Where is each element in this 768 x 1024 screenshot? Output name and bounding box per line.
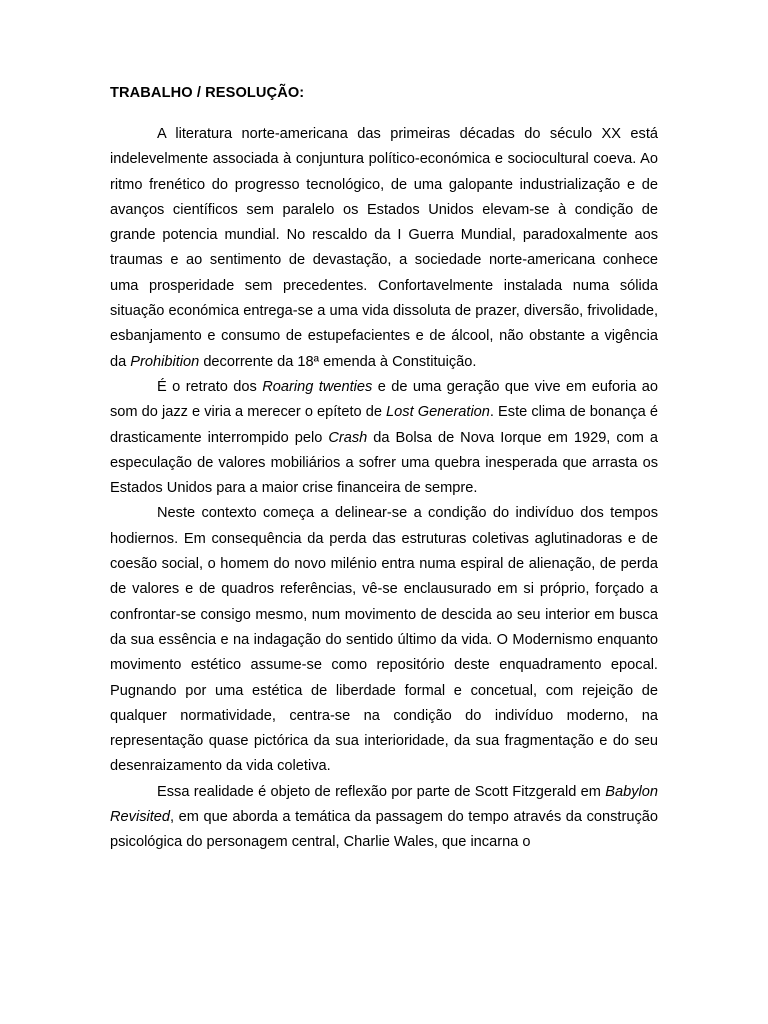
document-heading: TRABALHO / RESOLUÇÃO: [110,85,305,101]
paragraph-1-run: A literatura norte-americana das primeiras décadas do século XX está indelevelmente associada à conjuntura político-económica e sociocultural coeva. Ao ritmo frenético do progresso tecnológico, de uma galopante industrialização e de avanços científicos sem paralelo os Estados Unidos elevam-se à condição de grande potencia mundial. No rescaldo da I Guerra Mundial, paradoxalmente aos traumas e ao sentimento de devastação, a sociedade norte-americana conhece uma prosperidade sem precedentes. Confortavelmente instalada numa sólida situação económica entrega-se a uma vida dissoluta de prazer, diversão, frivolidade, esbanjamento e consumo de estupefacientes e de álcool, não obstante a vigência da [110,126,658,370]
paragraph-2-run: da Bolsa de Nova Iorque em 1929, com a especulação de valores mobiliários a sofrer uma quebra inesperada que arrasta os Estados Unidos para a maior crise financeira de sempre. [110,429,659,497]
paragraph-1-italic-run: Prohibition [130,353,200,370]
paragraph-4-italic-run: Babylon Revisited [110,783,658,826]
paragraph-2-run: e de uma geração que vive em euforia ao som do jazz e viria a merecer o epíteto de [110,378,659,421]
paragraph-2-run: . Este clima de bonança é drasticamente interrompido pelo [110,404,658,446]
paragraph-2-italic-run: Crash [328,429,368,446]
paragraph-1 [110,122,658,375]
paragraph-1-run: decorrente da 18ª emenda à Constituição. [199,353,477,370]
paragraph-2 [110,375,658,501]
paragraph-3 [110,501,658,779]
paragraph-4-run: Essa realidade é objeto de reflexão por parte de Scott Fitzgerald em [157,783,606,800]
paragraph-2-run: É o retrato dos [157,378,263,395]
paragraph-2-italic-run: Roaring twenties [262,378,373,395]
paragraph-4 [110,780,658,856]
paragraph-3-run: Neste contexto começa a delinear-se a condição do indivíduo dos tempos hodiernos. Em consequência da perda das estruturas coletivas aglutinadoras e de coesão social, o homem do novo milénio entra numa espiral de alienação, de perda de valores e de quadros referências, vê-se enclausurado em si próprio, forçado a confrontar-se consigo mesmo, num movimento de descida ao seu interior em busca da sua essência e na indagação do sentido último da vida. O Modernismo enquanto movimento estético assume-se como repositório deste enquadramento epocal. Pugnando por uma estética de liberdade formal e concetual, com rejeição de qualquer normatividade, centra-se na condição do indivíduo moderno, na representação quase pictórica da sua interioridade, da sua fragmentação e do seu desenraizamento da vida coletiva. [110,505,658,775]
paragraph-4-run: , em que aborda a temática da passagem do tempo através da construção psicológica do personagem central, Charlie Wales, que incarna o [110,809,658,851]
paragraph-2-italic-run: Lost Generation [386,404,490,421]
document-body [110,122,658,856]
